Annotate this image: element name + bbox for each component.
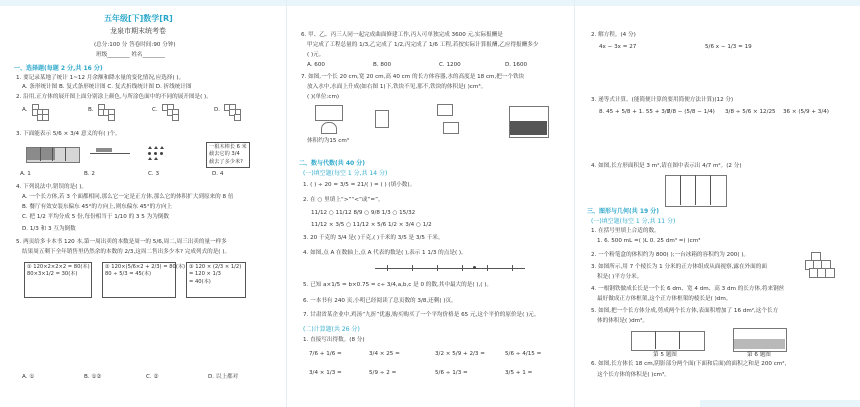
question-6: 6. 甲、乙、丙三人同一起完成曲面修建工作,丙人可单独完成 3600 元,实际报酬是 [301,32,503,38]
question-6-answer: ( )元。 [307,52,325,58]
calc-3: 3. 递等式计算。(能简便计算的要用简便方法计算)(12 分) [591,97,734,103]
q4-option-a: A. 一个长方体,若 3 个面都相同,那么它一定是正方体,那么它的体积扩大到原来的 8 倍 [22,194,234,200]
q5-option-d: D. 以上都对 [208,374,239,380]
subsection-heading: (一)填空题(每空 1 分,共 11 分) [591,218,676,225]
name-fields: 班级________ 姓名________ [96,52,165,58]
cube [825,268,835,278]
shaded-part [27,148,55,160]
section-heading: 一、选择题(每题 2 分,共 16 分) [14,65,103,72]
divider [65,147,66,161]
figure-caption: 第 5 题图 [653,352,677,358]
triangle-mark [154,157,158,160]
box-line: 一根木棒长 6 米 [209,144,247,150]
triangle-mark [148,146,152,149]
box-line: ① 120×2×2×2 = 80(本) [27,264,90,270]
box-line: 截去它的 3/4 [209,151,240,158]
box-line: = 40(本) [189,278,211,285]
figure-caption: 第 6 题图 [747,352,771,358]
tick [412,265,413,271]
number-line [375,268,525,269]
q3-option-c: C. 3 [148,171,160,177]
divider [710,175,711,205]
q2-label-a: A. [22,107,28,113]
fill-2-row-1: 11/12 ○ 11/12 8/9 ○ 9/8 1/3 ○ 15/32 [311,210,416,216]
water-level [510,121,547,135]
divider [40,147,41,161]
equation-1: 4x − 3x = 27 [599,44,637,50]
arch-figure [321,122,337,134]
expression: 3/8 ÷ 5/6 × 12/25 [725,109,776,115]
net-square [42,114,49,121]
q4-option-c: C. 把 1/2 平均分成 5 份,每份相当于 1/10 的 3 5 为为倒数 [22,214,169,220]
expression: 7/8 − (5/8 − 1/4) [667,109,715,115]
calc-1: 1. 直接写出得数。(8 分) [303,337,365,343]
fill-1: 1. ( ) ÷ 20 = 3/5 = 21/( ) = ( ) (填小数)。 [303,182,416,188]
calc-item: 5/6 ÷ 4/15 = [505,351,542,357]
triangle-mark [160,146,164,149]
subsection-heading: (二)计算题(共 26 分) [303,326,360,333]
geometry-3: 3. 如图所示,用 7 个棱长为 1 分米的正方体组成从面视察,露在外面的面 [591,264,767,270]
column-1 [0,0,286,407]
q3-option-a: A. 1 [20,171,31,177]
geometry-6: 6. 如图,长方体长 18 cm,阴影部分两个面(下面和后面)的面积之和是 200 cm², [591,361,787,367]
equation-2: 5/6 x − 1/3 = 19 [705,44,752,50]
geometry-2: 2. 一个粉笔盒的体积约为 800( );一台冰箱的容积约为 200( )。 [591,252,750,258]
expression: 36 × (5/9 + 3/4) [783,109,829,115]
tick [387,265,388,271]
word-problem-box [206,142,250,168]
calc-2: 2. 解方程。(4 分) [591,32,636,38]
calc-4: 4. 如图,长方形面积是 3 m²,请在图中表示出 4/7 m²。(2 分) [591,163,742,169]
question-7: 7. 如图,一个长 20 cm,宽 20 cm,高 40 cm 的长方体容器,水的高度是 18 cm,把一个铁块 [301,74,525,80]
q5-option-a: A. ① [22,374,35,380]
tick [512,265,513,271]
divider [680,175,681,205]
expression: 8. 45 + 5/8 + 1. 55 + 3/8 [599,109,671,115]
divider [655,331,656,349]
small-box-figure [443,122,459,134]
q2-label-b: B. [88,107,94,113]
column-3 [574,0,860,407]
calc-item: 5/6 ÷ 1/3 = [435,370,468,376]
shaded-face [734,339,785,349]
dot-mark [148,152,151,155]
q3-option-d: D. 4 [212,171,224,177]
question-7-cont: 放入水中,水面上升成(如右图 1)下,铁块不见,那不,铁块的体积是( )cm³。 [307,84,487,90]
triangle-mark [154,146,158,149]
q5-option-c: C. ② [146,374,159,380]
question-6-cont: 甲完成了工程总量的 1/3,乙完成了 1/2,丙完成了 1/6 工程,若按实际计算报酬,乙应得报酬多少 [307,42,539,48]
calc-item: 3/5 + 1 = [505,370,533,376]
fill-7: 7. 甘肃省某企业中,鸡汤“九折”优惠,购买购买了一个平均价格是 65 元,这个平价的原价是( )元。 [303,312,540,318]
fill-6: 6. 一本书有 240 页,小明已经阅读了总页数的 3/8,还剩( )页。 [303,298,457,304]
question-1: 1. 要记录某地了统计 1~12 月余额和降水量的变化情况,应选择( )。 [16,75,185,81]
rectangle-figure [665,175,727,207]
calc-item: 3/4 × 1/3 = [309,370,342,376]
q6-option-a: A. 600 [307,62,325,68]
box-line: = 120 × 1/3 [189,271,221,278]
section-heading: 三、图形与几何(共 19 分) [587,208,660,215]
question-5: 5. 两页给多卡本书 120 本,第一周出卖的本数是周一的 5/6,周二,周三出卖的量一样多 [16,239,227,245]
geometry-3-cont: 积是( )平方分米。 [597,274,643,280]
cuboid-figure [631,331,705,351]
school-title: 龙泉市期末统考卷 [110,27,166,35]
fill-4: 4. 如图,点 A 在数轴上,点 A 代表的数是( ),表示 1 1/3 的点是( )。 [303,250,467,256]
box-line: 80×3×1/2 = 30(本) [27,271,78,278]
geometry-1-row: 1. 6. 500 mL =( )L 0. 25 dm³ =( )cm³ [597,238,701,244]
q6-option-c: C. 1200 [439,62,461,68]
subsection-heading: (一)填空题(每空 1 分,共 14 分) [303,170,388,177]
small-box-figure [437,104,453,116]
box-line: ③ 120 × (2/3 × 1/2) [189,264,242,270]
tick [437,265,438,271]
fill-3: 3. 20 千克的 3/4 是( )千克,( )千米的 3/5 是 3/5 千米。 [303,235,444,241]
q4-option-b: B. 餐厅有效安装东偏东 45°的方向上,则东偏东 45°的方向上 [22,204,173,210]
section-heading: 二、数与代数(共 40 分) [299,160,366,167]
q6-option-d: D. 1600 [505,62,528,68]
net-square [108,114,115,121]
tick [487,265,488,271]
ruler-mark [96,148,112,152]
question-4: 4. 下列说法中,错误的是( )。 [16,184,87,190]
calc-item: 3/4 × 25 = [369,351,400,357]
net-square [172,114,179,121]
q3-option-b: B. 2 [84,171,95,177]
box-line: 80 ÷ 5/3 = 45(本) [105,271,152,278]
figure-caption: 体积约为15 cm³ [307,138,350,144]
prism-figure [375,110,389,128]
cuboid-figure [315,105,343,121]
dot-mark [160,152,163,155]
calc-item: 7/6 + 1/6 = [309,351,342,357]
question-5-cont: 结果周五剩下全年销售里仍然余的本数的 2/3,这周二售出多少本? 完成列式的是( )。 [22,249,231,255]
q6-option-b: B. 800 [373,62,392,68]
q5-option-b: B. ①② [84,374,102,380]
solution-box-2 [102,262,186,298]
geometry-6-cont: 这个长方体的体积是( )cm³。 [597,372,670,378]
q2-label-d: D. [214,107,221,113]
column-2 [286,0,575,407]
tick [462,265,463,271]
question-3: 3. 下面能表示 5/6 × 3/4 意义的有( )个。 [16,131,121,137]
dot-mark [154,152,157,155]
solution-box-3 [186,262,246,298]
box-line: ② 120×(5/6×2 + 2/3) = 80(本) [105,264,186,270]
geometry-4-cont: 最好做成正方体框架,这个正方体框架的棱长是( )dm。 [597,296,732,302]
geometry-5: 5. 如图,把一个长方体分成,剪成两个长方体,表面积增加了 16 dm²,这个长方 [591,308,779,314]
geometry-5-cont: 体的体积是( )dm³。 [597,318,648,324]
ruler-line [90,153,130,154]
fill-2: 2. 在 ○ 里填上“>”“<”或“=”。 [303,197,384,203]
question-7-unit: ( )(单位:cm) [307,94,340,100]
question-1-options: A. 条形统计图 B. 复式条形统计图 C. 复式折线统计图 D. 折线统计图 [22,84,192,90]
page-title: 五年级[下]数学[R] [104,14,173,23]
q4-option-d: D. 1/3 和 3 互为倒数 [22,226,76,232]
exam-meta: (总分:100 分 答卷时间:90 分钟) [94,42,176,48]
question-2: 2. 沿用,正方体的展开图上面分别涂上颜色,与所涂色面中的不同的展开图是( )。 [16,94,212,100]
calc-item: 3/2 × 5/9 + 2/3 = [435,351,485,357]
box-line: 截去了多少米? [209,158,243,165]
point-a [473,266,476,269]
divider [679,331,680,349]
fill-5: 5. 已知 a×1/5 = b×0.75 = c÷ 3/4,a,b,c 是 0 的数,其中最大的是( ),( )。 [303,282,492,288]
divider [52,147,53,161]
q2-label-c: C. [152,107,158,113]
divider [695,175,696,205]
geometry-1: 1. 在括号里填上合适的数。 [591,228,660,234]
net-square [234,114,241,121]
geometry-4: 4. 一根钢铁做成长长是一个长 6 dm、宽 4 dm、高 3 dm 的长方体,将来钢丝 [591,286,785,292]
calc-item: 5/9 ÷ 2 = [369,370,397,376]
solution-box-1 [24,262,92,298]
fill-2-row-2: 11/12 × 3/5 ○ 11/12 × 5/6 1/2 × 3/4 ○ 1/2 [311,222,432,228]
triangle-mark [148,157,152,160]
